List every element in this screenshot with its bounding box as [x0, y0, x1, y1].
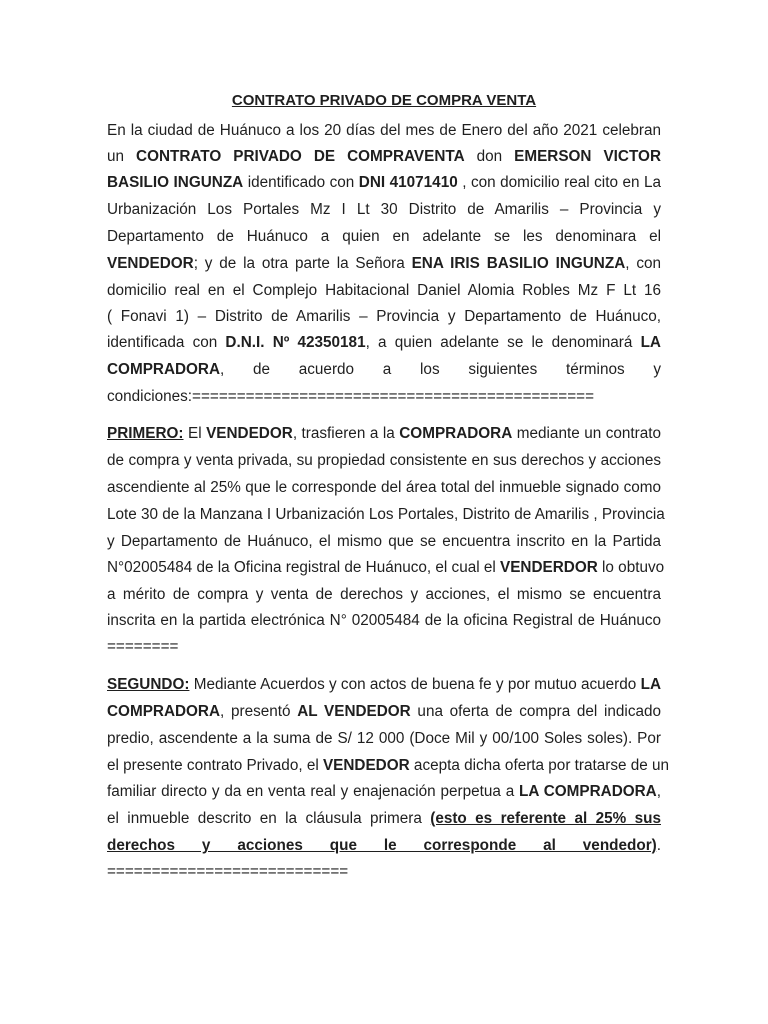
intro-line-8: [107, 307, 661, 327]
clause-text: N°02005484 de la Oficina registral de Huánuco, el cual el: [107, 559, 501, 576]
clause-text: predio, ascendente a la suma de S/ 12 000 (Doce Mil y 00/100 Soles soles). Por: [107, 730, 661, 747]
buyer-role: COMPRADORA: [399, 425, 513, 442]
clause-text: y Departamento de Huánuco, el mismo que se encuentra inscrito en la Partida: [107, 533, 661, 550]
primero-line-6: [107, 558, 665, 578]
intro-text: identificado con: [243, 174, 359, 191]
clause-text: , presentó: [220, 703, 298, 720]
intro-text: identificada con: [107, 334, 226, 351]
buyer-name: ENA IRIS BASILIO INGUNZA: [411, 255, 626, 272]
seller-name: EMERSON VICTOR: [514, 148, 661, 165]
intro-text: ( Fonavi 1) – Distrito de Amarilis – Provincia y Departamento de Huánuco,: [107, 308, 661, 325]
primero-line-9: [107, 637, 661, 657]
clause-text: ascendiente al 25% que le corresponde del área total del inmueble signado como: [107, 479, 661, 496]
intro-text: , a quien adelante se le denominará: [365, 334, 641, 351]
clause-heading-segundo: SEGUNDO:: [107, 676, 190, 693]
clause-text: el inmueble descrito en la cláusula primera: [107, 810, 431, 827]
clause-text: , trasfieren a la: [292, 425, 400, 442]
clause-text: de compra y venta privada, su propiedad consistente en sus derechos y acciones: [107, 452, 661, 469]
intro-text: domicilio real en el Complejo Habitacional Daniel Alomia Robles Mz F Lt 16: [107, 282, 661, 299]
seller-name: BASILIO INGUNZA: [107, 174, 244, 191]
intro-line-5: [107, 227, 661, 247]
intro-line-11: [107, 387, 661, 407]
buyer-role: LA COMPRADORA: [519, 783, 657, 800]
segundo-line-8: [107, 862, 661, 882]
clause-text: ========: [107, 638, 179, 655]
clause-text: ,: [656, 783, 661, 800]
contract-type: CONTRATO PRIVADO DE COMPRAVENTA: [136, 148, 465, 165]
clause-text: mediante un contrato: [512, 425, 661, 442]
segundo-line-3: [107, 729, 661, 749]
intro-text: condiciones:=============================================: [107, 388, 595, 405]
intro-line-6: [107, 254, 661, 274]
segundo-line-6: [107, 809, 661, 829]
seller-role: VENDEDOR: [322, 757, 410, 774]
segundo-line-1: [107, 675, 661, 695]
segundo-line-7: [107, 836, 661, 856]
seller-role: VENDEDOR: [206, 425, 293, 442]
intro-line-3: [107, 173, 661, 193]
document-title: CONTRATO PRIVADO DE COMPRA VENTA: [231, 92, 537, 109]
clause-emphasis: (esto es referente al 25% sus: [430, 810, 661, 827]
buyer-role: COMPRADORA: [107, 361, 221, 378]
clause-text: acepta dicha oferta por tratarse de un: [409, 757, 670, 774]
primero-line-2: [107, 451, 661, 471]
seller-dni: DNI 41071410: [358, 174, 458, 191]
clause-text: familiar directo y da en venta real y enajenación perpetua a: [107, 783, 520, 800]
clause-text: ===========================: [107, 863, 349, 880]
clause-text: lo obtuvo: [597, 559, 665, 576]
intro-text: , con domicilio real cito en La: [457, 174, 661, 191]
intro-line-9: [107, 333, 661, 353]
primero-line-1: [107, 424, 661, 444]
clause-text: una oferta de compra del indicado: [410, 703, 661, 720]
intro-line-10: [107, 360, 661, 380]
intro-text: , de acuerdo a los siguientes términos y: [220, 361, 661, 378]
clause-text: Lote 30 de la Manzana I Urbanización Los Portales, Distrito de Amarilis , Provincia: [107, 506, 665, 523]
segundo-line-4: [107, 756, 670, 776]
clause-text: El: [183, 425, 207, 442]
segundo-line-2: [107, 702, 661, 722]
seller-role: AL VENDEDOR: [297, 703, 411, 720]
clause-text: inscrita en la partida electrónica N° 02005484 de la oficina Registral de Huánuco: [107, 612, 661, 629]
clause-emphasis: derechos y acciones que le corresponde al vendedor): [107, 837, 657, 854]
intro-text: En la ciudad de Huánuco a los 20 días del mes de Enero del año 2021 celebran: [107, 122, 661, 139]
seller-role: VENDERDOR: [500, 559, 598, 576]
clause-text: a mérito de compra y venta de derechos y acciones, el mismo se encuentra: [107, 586, 661, 603]
seller-role: VENDEDOR: [107, 255, 194, 272]
buyer-dni: D.N.I. Nº 42350181: [225, 334, 366, 351]
intro-text: Departamento de Huánuco a quien en adelante se les denominara el: [107, 228, 661, 245]
buyer-role: LA: [640, 676, 661, 693]
primero-line-4: [107, 505, 665, 525]
buyer-role: LA: [640, 334, 661, 351]
intro-line-7: [107, 281, 661, 301]
intro-text: ; y de la otra parte la Señora: [193, 255, 412, 272]
intro-text: don: [464, 148, 515, 165]
buyer-role: COMPRADORA: [107, 703, 221, 720]
primero-line-7: [107, 585, 661, 605]
clause-heading-primero: PRIMERO:: [107, 425, 184, 442]
intro-text: , con: [625, 255, 661, 272]
intro-line-2: [107, 147, 661, 167]
primero-line-3: [107, 478, 661, 498]
primero-line-8: [107, 611, 661, 631]
intro-line-4: [107, 200, 661, 220]
clause-text: Mediante Acuerdos y con actos de buena fe y por mutuo acuerdo: [189, 676, 641, 693]
clause-text: .: [656, 837, 661, 854]
intro-line-1: [107, 121, 661, 141]
segundo-line-5: [107, 782, 661, 802]
intro-text: Urbanización Los Portales Mz I Lt 30 Distrito de Amarilis – Provincia y: [107, 201, 661, 218]
intro-text: un: [107, 148, 137, 165]
primero-line-5: [107, 532, 661, 552]
clause-text: el presente contrato Privado, el: [107, 757, 323, 774]
